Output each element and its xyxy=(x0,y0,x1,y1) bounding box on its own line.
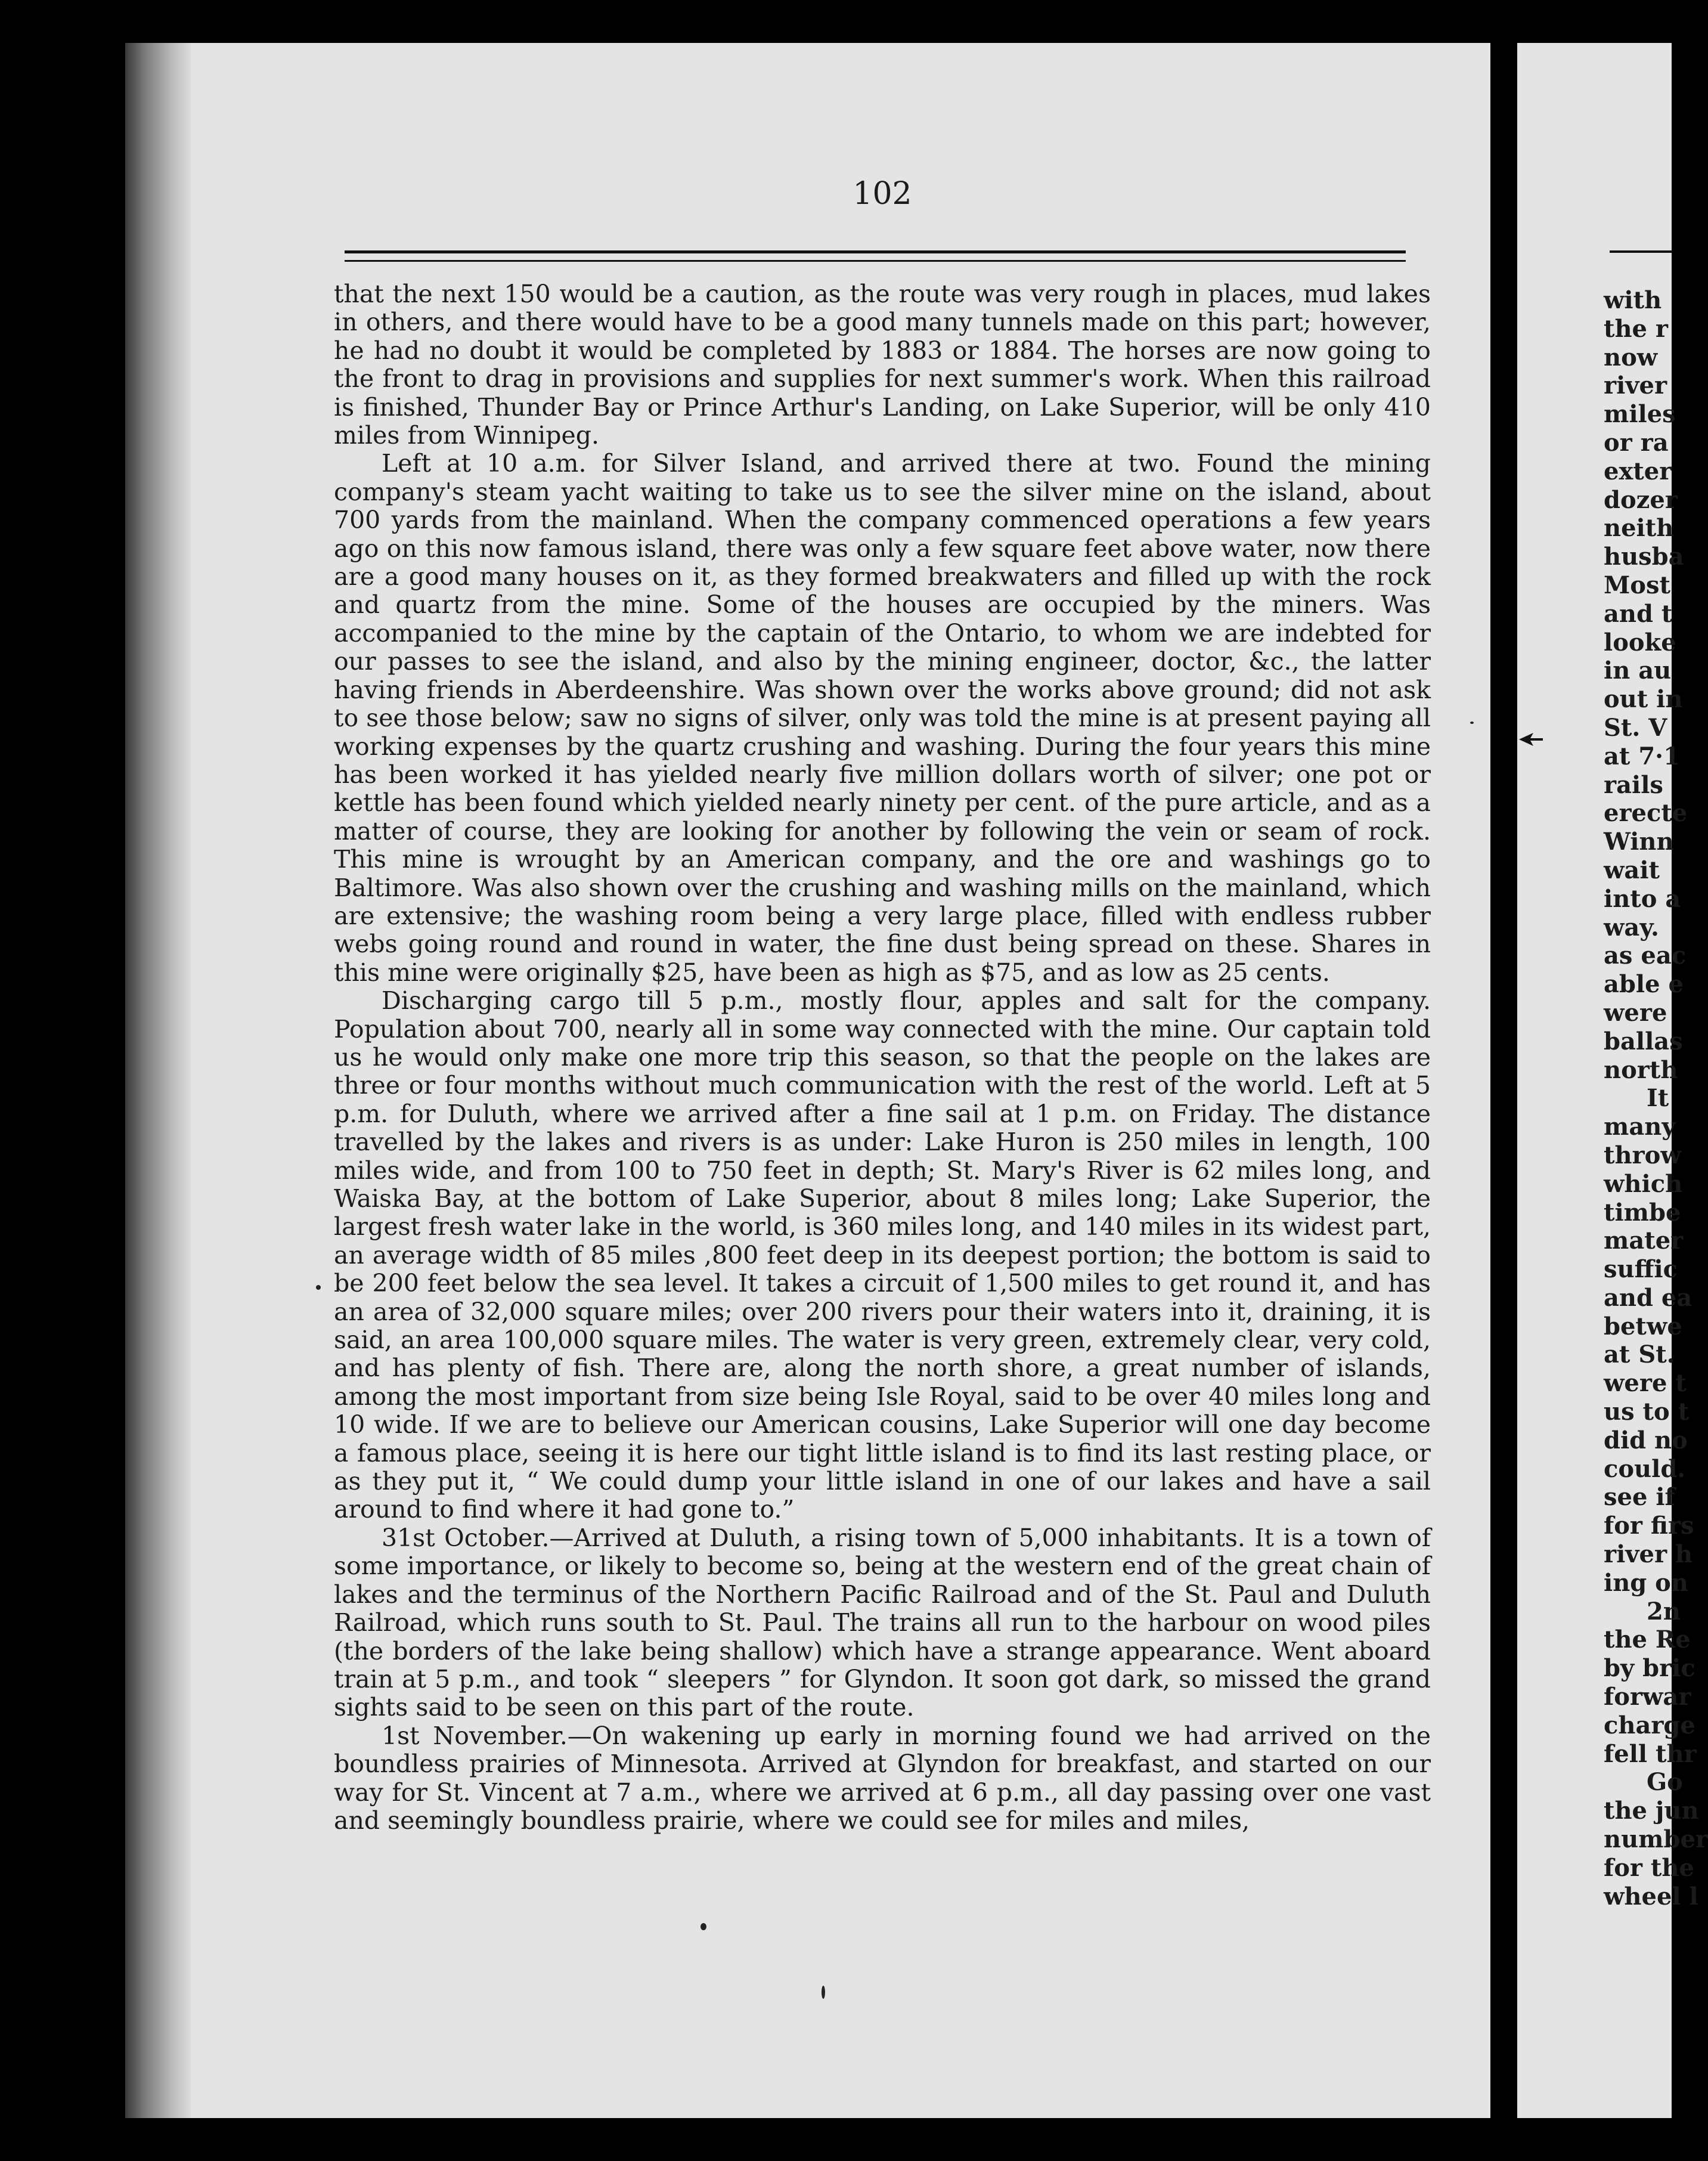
paragraph: Discharging cargo till 5 p.m., mostly flour, apples and salt for the company. Population about 700, nearly all in some way connected with the mine. Our captain told us he would only make one more trip this season, so that the people on the lakes are three or four months without much communication with the rest of the world. Left at 5 p.m. for Duluth, where we arrived after a fine sail at 1 p.m. on Friday. The distance travelled by the lakes and rivers is as under: Lake Huron is 250 miles in length, 100 miles wide, and from 100 to 750 feet in depth; St. Mary's River is 62 miles long, and Waiska Bay, at the bottom of Lake Superior, about 8 miles long; Lake Superior, the largest fresh water lake in the world, is 360 miles long, and 140 miles in its widest part, an average width of 85 miles ,800 feet deep in its deepest portion; the bottom is said to be 200 feet below the sea level. It takes a circuit of 1,500 miles to get round it, and has an area of 32,000 square miles; over 200 rivers pour their waters into it, draining, it is said, an area 100,000 square miles. The water is very green, extremely clear, very cold, and has plenty of fish. There are, along the north shore, a great number of islands, among the most important from size being Isle Royal, said to be over 40 miles long and 10 wide. If we are to believe our American cousins, Lake Superior will one day become a famous place, seeing it is here our tight little island is to find its last resting place, or as they put it, “ We could dump your little island in one of our lakes and have a sail around to find where it had gone to.” xyxy=(334,986,1431,1524)
right-fragment-line: were t xyxy=(1604,1369,1687,1398)
right-fragment-line: throw xyxy=(1604,1141,1681,1169)
margin-arrow-icon xyxy=(1519,730,1543,748)
paragraph: 31st October.—Arrived at Duluth, a rising town of 5,000 inhabitants. It is a town of some importance, or likely to become so, being at the western end of the great chain of lakes and the terminus of the Northern Pacific Railroad and of the St. Paul and Duluth Railroad, which runs south to St. Paul. The trains all run to the harbour on wood piles (the borders of the lake being shallow) which have a strange appearance. Went aboard train at 5 p.m., and took “ sleepers ” for Glyndon. It soon got dark, so missed the grand sights said to be seen on this part of the route. xyxy=(334,1523,1431,1722)
header-rule-thick xyxy=(345,250,1406,253)
right-fragment-line: river h xyxy=(1604,1540,1693,1569)
right-fragment-line: rails xyxy=(1604,770,1663,799)
ink-speck xyxy=(316,1285,321,1290)
right-fragment-line: at 7·1 xyxy=(1604,742,1680,770)
right-fragment-line: wait xyxy=(1604,856,1660,884)
right-fragment-line: now xyxy=(1604,343,1658,371)
right-fragment-line: wheel l xyxy=(1604,1882,1698,1911)
right-fragment-line: miles xyxy=(1604,400,1676,429)
header-rule-thin xyxy=(345,260,1406,262)
right-fragment-line: could. xyxy=(1604,1454,1686,1483)
right-fragment-line: St. V xyxy=(1604,713,1667,742)
right-fragment-line: suffic xyxy=(1604,1255,1678,1284)
right-fragment-line: 2n xyxy=(1647,1597,1681,1626)
right-fragment-line: as eac xyxy=(1604,942,1687,970)
page-number: 102 xyxy=(853,176,912,212)
right-fragment-line: It xyxy=(1647,1084,1669,1113)
right-fragment-line: dozer xyxy=(1604,485,1678,514)
right-fragment-line: and ea xyxy=(1604,1283,1692,1312)
right-fragment-line: the r xyxy=(1604,314,1669,343)
right-fragment-line: for firs xyxy=(1604,1512,1694,1540)
paragraph: 1st November.—On wakening up early in morning found we had arrived on the boundless prairies of Minnesota. Arrived at Glyndon for breakfast, and started on our way for St. Vincent at 7 a.m., where we arrived at 6 p.m., all day passing over one vast and seemingly boundless prairie, where we could see for miles and miles, xyxy=(334,1721,1431,1835)
right-fragment-line: out in xyxy=(1604,685,1683,714)
ink-speck xyxy=(1470,722,1474,724)
right-fragment-line: husba xyxy=(1604,543,1684,571)
right-fragment-line: see if xyxy=(1604,1483,1675,1512)
right-fragment-line: did no xyxy=(1604,1426,1688,1454)
right-fragment-line: into a xyxy=(1604,884,1681,913)
right-fragment-line: with xyxy=(1604,286,1662,314)
right-header-rule xyxy=(1610,250,1672,253)
right-fragment-line: us to t xyxy=(1604,1398,1690,1426)
right-page-text-fragments xyxy=(1604,286,1708,1974)
paragraph: that the next 150 would be a caution, as the route was very rough in places, mud lakes in others, and there would have to be a good many tunnels made on this part; however, he had no doubt it would be completed by 1883 or 1884. The horses are now going to the front to drag in provisions and supplies for next summer's work. When this railroad is finished, Thunder Bay or Prince Arthur's Landing, on Lake Superior, will be only 410 miles from Winnipeg. xyxy=(334,280,1431,450)
binding-shadow xyxy=(125,43,191,2118)
right-fragment-line: betwe xyxy=(1604,1312,1682,1340)
right-fragment-line: able e xyxy=(1604,970,1684,999)
right-fragment-line: neith xyxy=(1604,514,1674,543)
right-fragment-line: river xyxy=(1604,371,1667,400)
right-fragment-line: the jun xyxy=(1604,1797,1699,1825)
paragraph: Left at 10 a.m. for Silver Island, and arrived there at two. Found the mining company's steam yacht waiting to take us to see the silver mine on the island, about 700 yards from the mainland. When the company commenced operations a few years ago on this now famous island, there was only a few square feet above water, now there are a good many houses on it, as they formed breakwaters and filled up with the rock and quartz from the mine. Some of the houses are occupied by the miners. Was accompanied to the mine by the captain of the Ontario, to whom we are indebted for our passes to see the island, and also by the mining engineer, doctor, &c., the latter having friends in Aberdeenshire. Was shown over the works above ground; did not ask to see those below; saw no signs of silver, only was told the mine is at present paying all working expenses by the quartz crushing and washing. During the four years this mine has been worked it has yielded nearly five million dollars worth of silver; one pot or kettle has been found which yielded nearly ninety per cent. of the pure article, and as a matter of course, they are looking for another by following the vein or seam of rock. This mine is wrought by an American company, and the ore and washings go to Baltimore. Was also shown over the crushing and washing mills on the mainland, which are extensive; the washing room being a very large place, filled with endless rubber webs going round and round in water, the fine dust being spread on these. Shares in this mine were originally $25, have been as high as $75, and as low as 25 cents. xyxy=(334,449,1431,987)
right-fragment-line: for the xyxy=(1604,1853,1694,1882)
right-fragment-line: or ra xyxy=(1604,428,1669,457)
right-fragment-line: way. xyxy=(1604,913,1659,942)
right-fragment-line: mater xyxy=(1604,1227,1684,1255)
ink-speck xyxy=(700,1923,706,1930)
right-fragment-line: Most xyxy=(1604,571,1670,599)
right-fragment-line: ballas xyxy=(1604,1027,1683,1055)
right-fragment-line: Go xyxy=(1647,1768,1683,1797)
right-fragment-line: erecte xyxy=(1604,799,1688,828)
right-fragment-line: charge xyxy=(1604,1711,1695,1739)
right-fragment-line: timbe xyxy=(1604,1198,1681,1227)
right-fragment-line: many xyxy=(1604,1113,1676,1141)
right-fragment-line: forwar xyxy=(1604,1683,1691,1711)
right-fragment-line: which xyxy=(1604,1169,1683,1198)
right-fragment-line: by bric xyxy=(1604,1654,1695,1683)
right-fragment-line: and t xyxy=(1604,599,1673,628)
ink-speck xyxy=(822,1986,825,1999)
right-fragment-line: number xyxy=(1604,1825,1708,1854)
right-fragment-line: looke xyxy=(1604,628,1676,657)
right-fragment-line: in au xyxy=(1604,657,1672,685)
right-fragment-line: ing on xyxy=(1604,1568,1688,1597)
right-fragment-line: were xyxy=(1604,998,1667,1027)
right-fragment-line: fell thr xyxy=(1604,1739,1697,1768)
main-text-column xyxy=(334,280,1431,1950)
right-fragment-line: at St. xyxy=(1604,1340,1675,1369)
right-fragment-line: north xyxy=(1604,1055,1678,1084)
right-fragment-line: the Re xyxy=(1604,1626,1691,1654)
right-fragment-line: exter xyxy=(1604,457,1672,485)
right-fragment-line: Winn xyxy=(1604,828,1674,856)
